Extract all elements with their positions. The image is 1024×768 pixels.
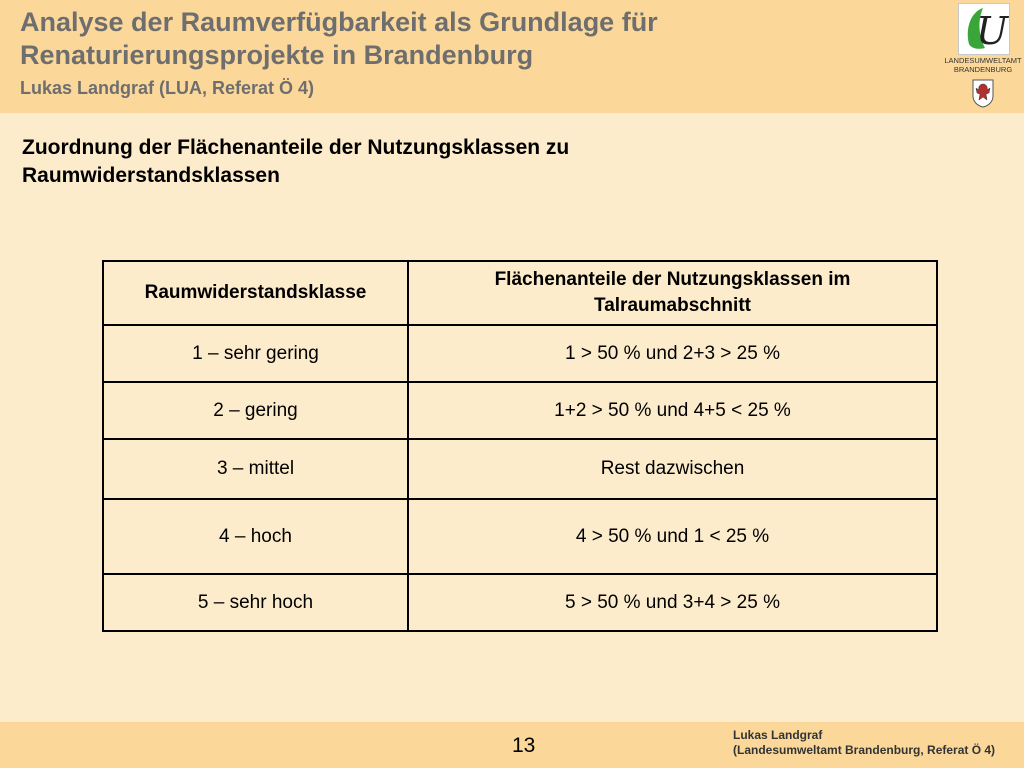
table-row <box>103 439 937 499</box>
table-row <box>103 499 937 574</box>
title-line-2: Renaturierungsprojekte in Brandenburg <box>20 40 534 70</box>
header-flaechenanteile: Flächenanteile der Nutzungsklassen im Talraumabschnitt <box>408 261 937 325</box>
logo-caption <box>938 56 1024 74</box>
table-cell-criteria: 5 > 50 % und 3+4 > 25 % <box>408 574 937 631</box>
table-cell-criteria: 1 > 50 % und 2+3 > 25 % <box>408 325 937 382</box>
crest-graphic <box>970 78 996 108</box>
logo-graphic <box>959 4 1009 54</box>
slide-title <box>20 6 658 72</box>
footer-credit-line-2: (Landesumweltamt Brandenburg, Referat Ö 4) <box>733 743 996 757</box>
table-cell-criteria: 4 > 50 % und 1 < 25 % <box>408 499 937 574</box>
table-row <box>103 325 937 382</box>
logo-caption-line-2: BRANDENBURG <box>953 65 1013 74</box>
table-cell-class: 4 – hoch <box>103 499 408 574</box>
table-cell-class: 3 – mittel <box>103 439 408 499</box>
table-cell-class: 1 – sehr gering <box>103 325 408 382</box>
table-cell-class: 2 – gering <box>103 382 408 439</box>
slide-subtitle <box>22 134 569 190</box>
subtitle-line-1: Zuordnung der Flächenanteile der Nutzungsklassen zu <box>22 136 570 159</box>
header-raumwiderstandsklasse: Raumwiderstandsklasse <box>103 261 408 325</box>
author-line: Lukas Landgraf (LUA, Referat Ö 4) <box>20 78 315 98</box>
table-cell-criteria: 1+2 > 50 % und 4+5 < 25 % <box>408 382 937 439</box>
brandenburg-eagle-crest-icon <box>970 78 996 113</box>
table-cell-class: 5 – sehr hoch <box>103 574 408 631</box>
table-row <box>103 382 937 439</box>
table-row <box>103 574 937 631</box>
subtitle-line-2: Raumwiderstandsklassen <box>22 164 280 187</box>
landesumweltamt-logo-icon <box>958 3 1010 55</box>
footer-credit <box>733 728 995 758</box>
logo-caption-line-1: LANDESUMWELTAMT <box>944 56 1022 65</box>
table-cell-criteria: Rest dazwischen <box>408 439 937 499</box>
classification-table <box>102 260 938 632</box>
header-band <box>0 0 1024 113</box>
title-line-1: Analyse der Raumverfügbarkeit als Grundlage für <box>20 7 658 37</box>
page-number: 13 <box>512 734 536 757</box>
logo-letter: U <box>975 9 1009 53</box>
table-header-row <box>103 261 937 325</box>
footer-credit-line-1: Lukas Landgraf <box>733 728 823 742</box>
